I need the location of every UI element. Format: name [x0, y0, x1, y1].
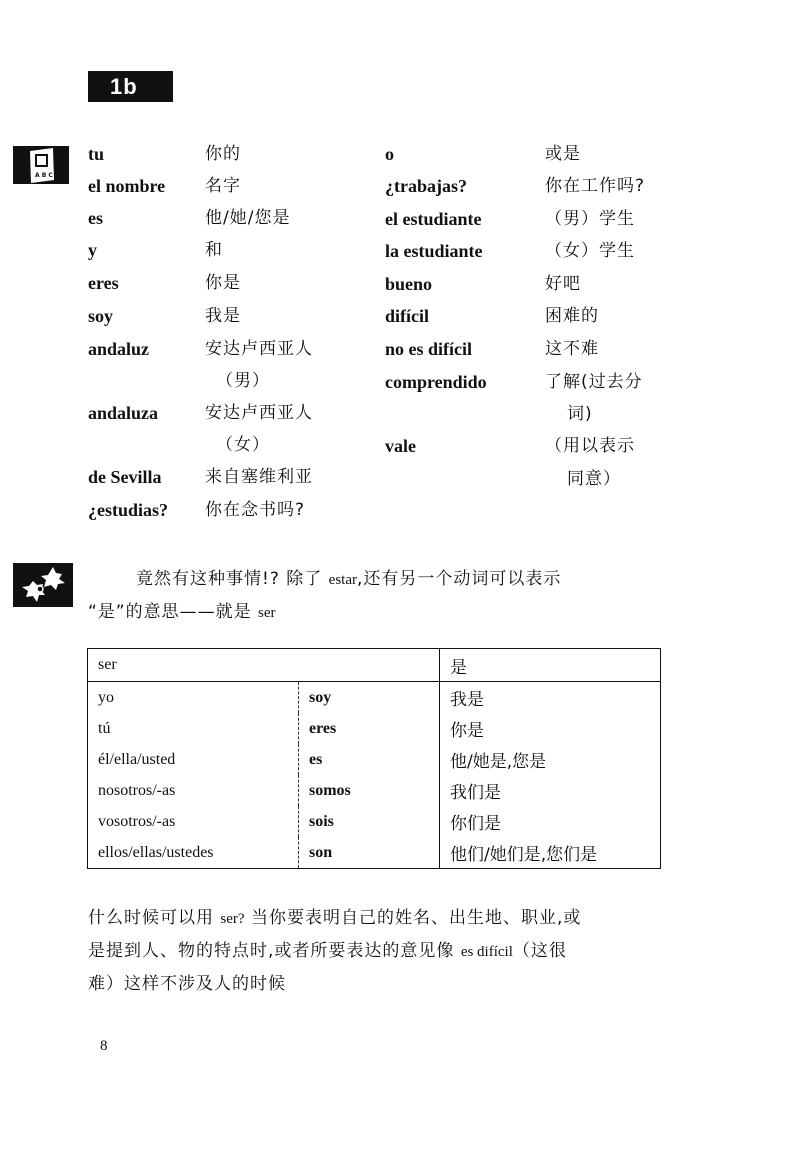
table-row — [88, 806, 661, 837]
vocab-translation: 或是 — [545, 144, 581, 164]
vocab-term: vale — [385, 436, 416, 456]
vocab-term: el nombre — [88, 176, 166, 196]
intro-text: “是”的意思——就是 — [88, 602, 259, 622]
intro-text: ,还有另一个动词可以表示 — [356, 569, 562, 589]
vocab-term: andaluza — [88, 403, 159, 423]
vocab-term: bueno — [385, 274, 433, 294]
table-header-ser: ser — [88, 649, 440, 682]
vocab-term: ¿estudias? — [88, 500, 169, 520]
intro-paragraph — [88, 563, 678, 629]
vocab-translation: 这不难 — [545, 339, 599, 359]
vocab-term: no es difícil — [385, 339, 473, 359]
vocab-translation-cont: （男） — [216, 371, 270, 391]
vocab-translation: 我是 — [205, 306, 241, 326]
vocab-translation: 安达卢西亚人 — [205, 403, 313, 423]
translation-cell: 他们/她们是,您们是 — [440, 837, 661, 869]
vocab-term: difícil — [385, 306, 429, 326]
vocab-term: y — [88, 240, 97, 260]
vocab-term: andaluz — [88, 339, 150, 359]
vocab-term: o — [385, 144, 394, 164]
explanation-text: 难）这样不涉及人的时候 — [88, 974, 286, 994]
vocab-translation: 困难的 — [545, 306, 599, 326]
abc-book-icon — [13, 146, 69, 184]
vocab-translation: 他/她/您是 — [205, 208, 291, 228]
translation-cell: 你们是 — [440, 806, 661, 837]
page-number: 8 — [100, 1038, 108, 1054]
vocab-translation: （女）学生 — [545, 241, 635, 261]
vocab-translation: 了解(过去分 — [545, 372, 643, 392]
vocab-translation: （用以表示 — [545, 436, 635, 456]
svg-text:A B C: A B C — [35, 172, 53, 179]
ser-conjugation-table — [87, 648, 661, 869]
vocab-term: de Sevilla — [88, 467, 162, 487]
explanation-text: 当你要表明自己的姓名、出生地、职业,或 — [244, 908, 582, 928]
explanation-term-es-dificil: es difícil — [460, 944, 513, 960]
table-row — [88, 682, 661, 714]
vocab-term: ¿trabajas? — [385, 176, 467, 196]
explanation-text: 是提到人、物的特点时,或者所要表达的意见像 — [88, 941, 461, 961]
vocab-translation: 你是 — [205, 273, 241, 293]
table-row — [88, 713, 661, 744]
vocab-translation: 名字 — [205, 176, 241, 196]
table-header-row — [88, 649, 661, 682]
explanation-text: （这很 — [512, 941, 567, 961]
verb-form-cell: somos — [299, 775, 440, 806]
puzzle-pieces-icon — [13, 563, 73, 607]
pronoun-cell: ellos/ellas/ustedes — [98, 843, 214, 861]
intro-text: 竟然有这种事情!? 除了 — [136, 569, 329, 589]
verb-form-cell: son — [299, 837, 440, 869]
verb-form-cell: es — [299, 744, 440, 775]
table-row — [88, 837, 661, 869]
vocab-term: el estudiante — [385, 209, 482, 229]
vocab-translation: 你的 — [205, 144, 241, 164]
vocab-translation: （男）学生 — [545, 209, 635, 229]
table-row — [88, 775, 661, 806]
translation-cell: 我们是 — [440, 775, 661, 806]
pronoun-cell: nosotros/-as — [98, 781, 176, 799]
vocab-translation: 你在念书吗? — [205, 500, 306, 520]
vocab-translation-cont: 词) — [567, 404, 593, 424]
intro-term-ser: ser — [258, 605, 276, 621]
section-badge: 1b — [88, 71, 173, 102]
table-header-translation: 是 — [440, 649, 661, 682]
translation-cell: 我是 — [440, 682, 661, 714]
vocab-translation: 你在工作吗? — [545, 176, 646, 196]
vocab-translation: 和 — [205, 240, 223, 260]
vocab-term: eres — [88, 273, 119, 293]
translation-cell: 你是 — [440, 713, 661, 744]
explanation-paragraph — [88, 902, 678, 1000]
pronoun-cell: tú — [98, 719, 111, 737]
explanation-term-ser: ser? — [220, 911, 245, 927]
pronoun-cell: vosotros/-as — [98, 812, 176, 830]
explanation-text: 什么时候可以用 — [88, 908, 221, 928]
verb-form-cell: eres — [299, 713, 440, 744]
vocab-term: es — [88, 208, 103, 228]
vocab-translation-cont: 同意） — [567, 469, 621, 489]
verb-form-cell: soy — [299, 682, 440, 714]
vocab-term: la estudiante — [385, 241, 483, 261]
vocab-translation: 好吧 — [545, 274, 581, 294]
vocab-translation: 来自塞维利亚 — [205, 467, 313, 487]
pronoun-cell: yo — [98, 688, 114, 706]
table-row — [88, 744, 661, 775]
pronoun-cell: él/ella/usted — [98, 750, 176, 768]
vocab-term: soy — [88, 306, 114, 326]
vocab-translation-cont: （女） — [216, 435, 270, 455]
verb-form-cell: sois — [299, 806, 440, 837]
translation-cell: 他/她是,您是 — [440, 744, 661, 775]
vocab-term: comprendido — [385, 372, 487, 392]
intro-term-estar: estar — [328, 572, 357, 588]
vocab-term: tu — [88, 144, 105, 164]
vocab-translation: 安达卢西亚人 — [205, 339, 313, 359]
